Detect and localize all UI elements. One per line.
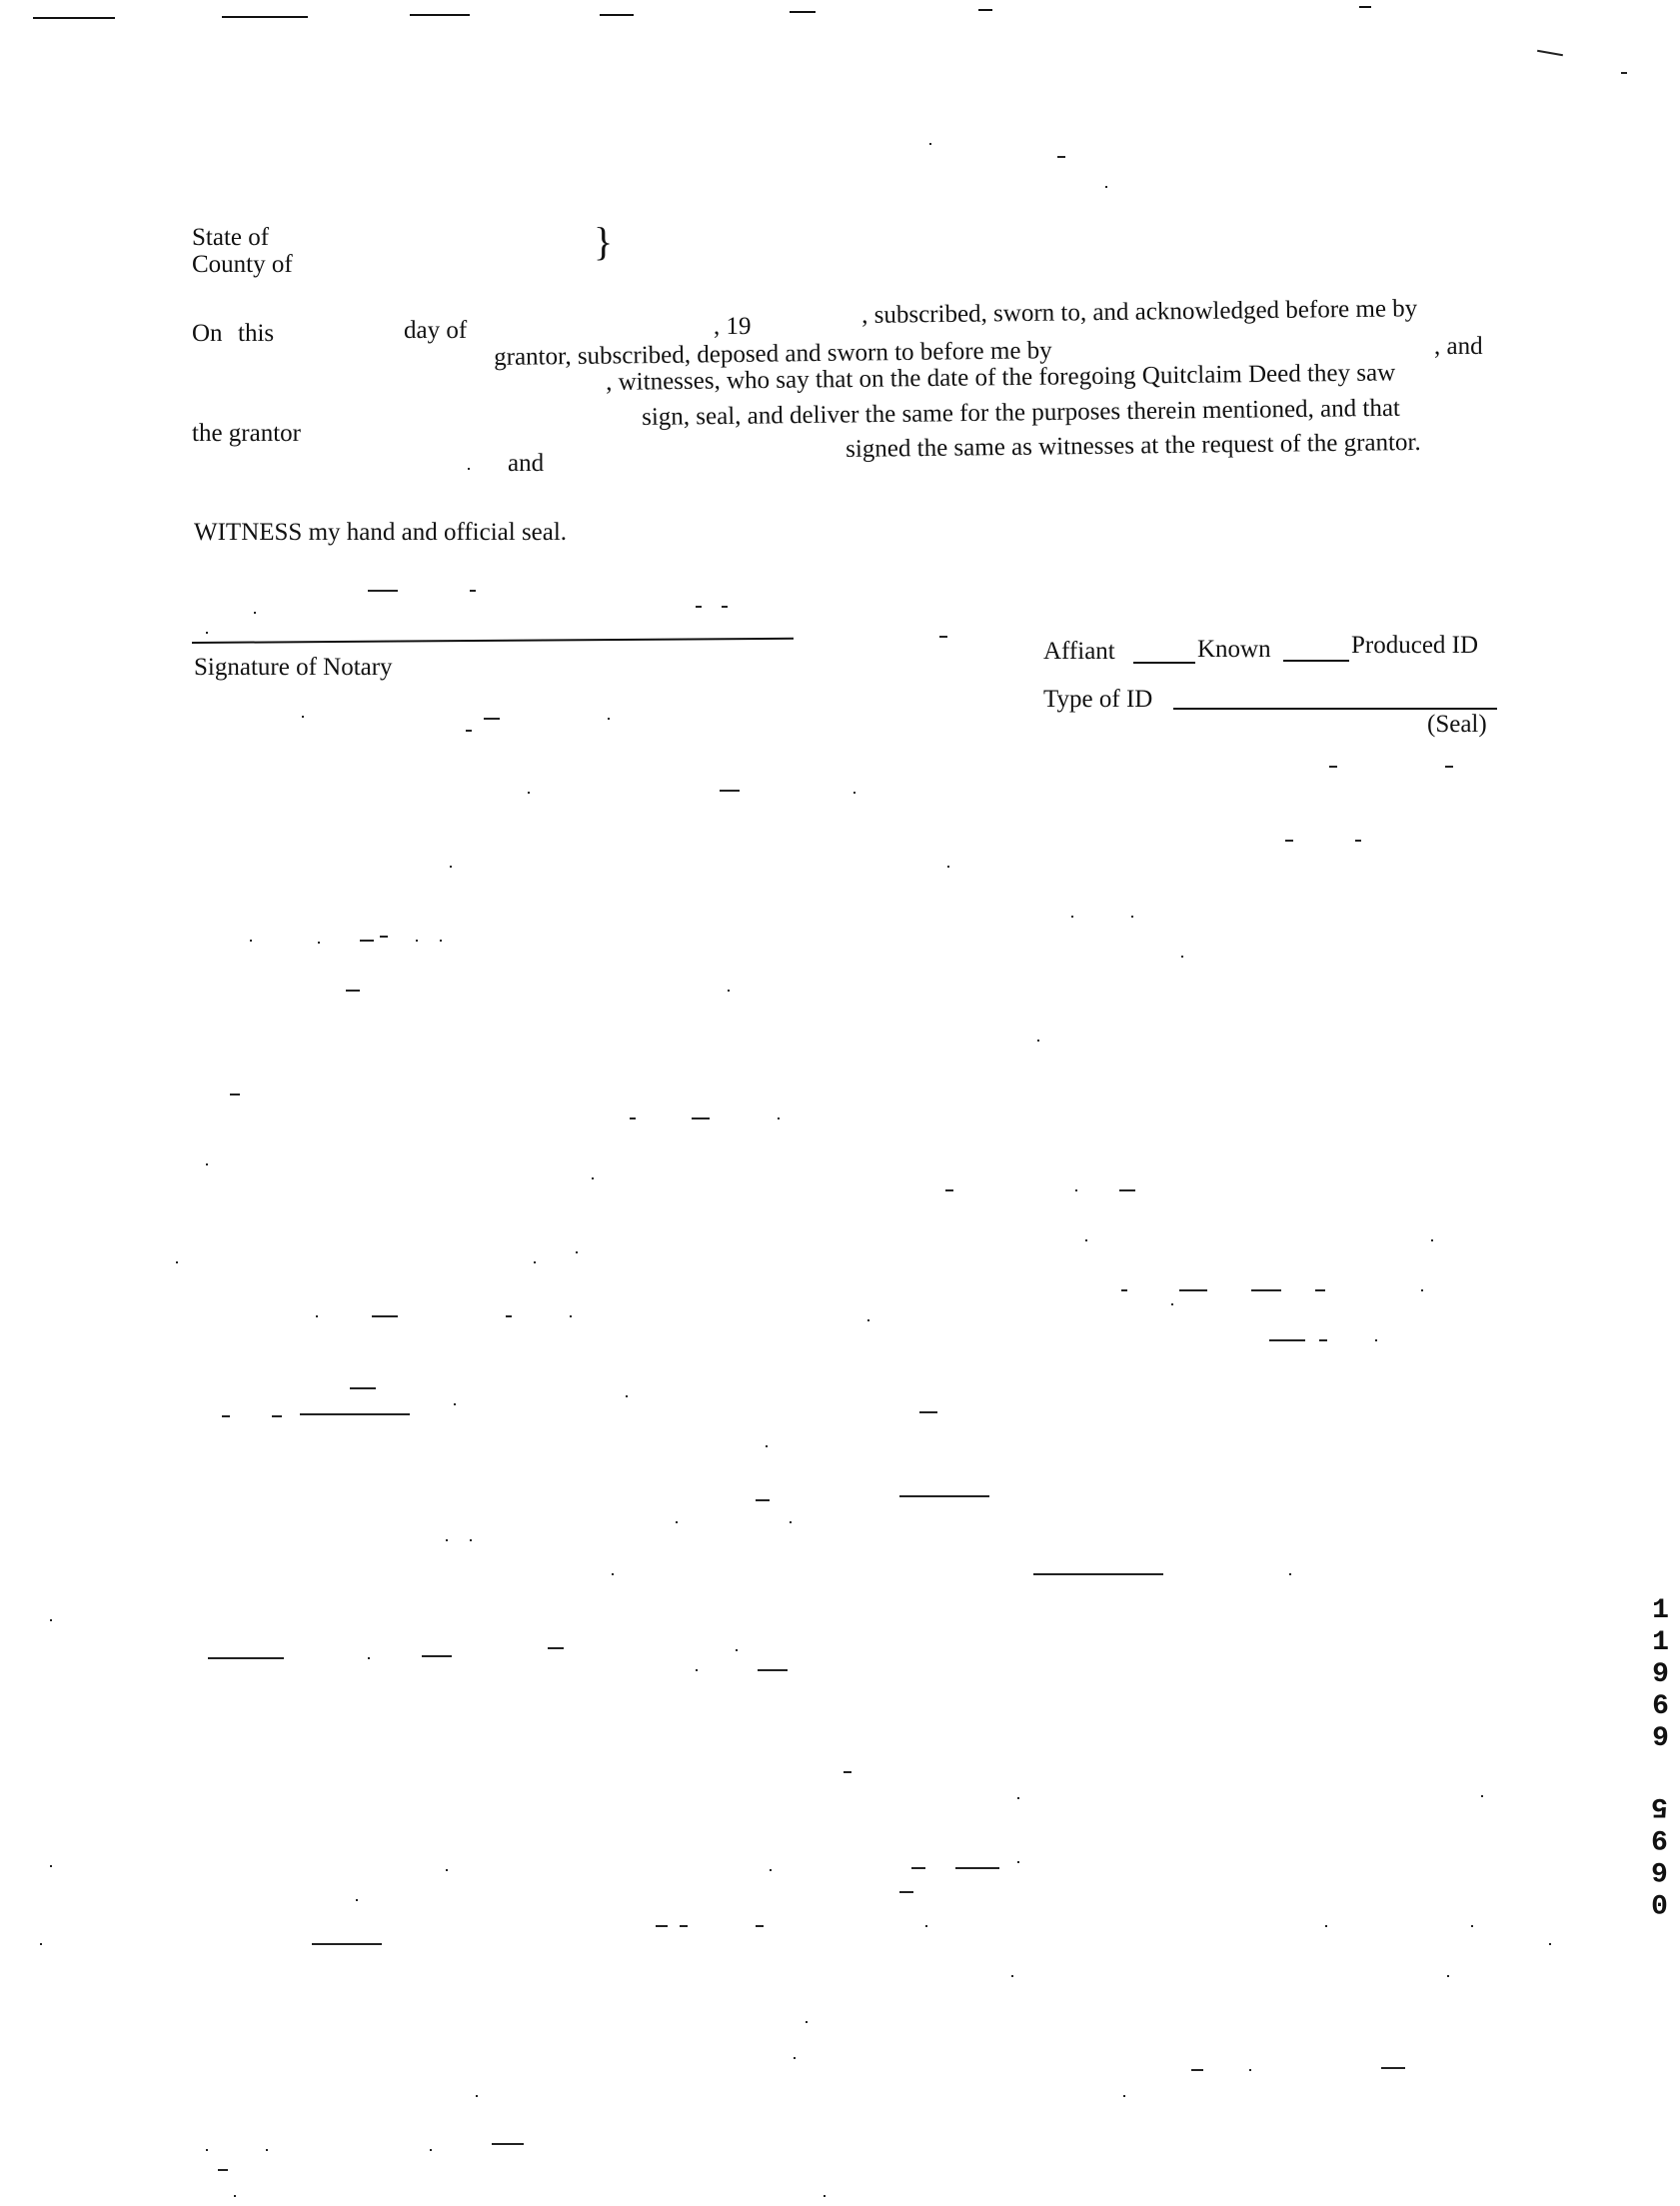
- scan-artifact: [824, 2195, 826, 2197]
- scan-artifact: [1171, 1303, 1173, 1305]
- scan-artifact: [350, 1387, 376, 1389]
- scan-artifact: [312, 1943, 382, 1945]
- known-blank: [1283, 660, 1349, 662]
- line5: signed the same as witnesses at the request of the grantor.: [845, 428, 1421, 463]
- scan-artifact: [608, 718, 610, 720]
- scan-artifact: [300, 1413, 410, 1415]
- scan-artifact: [696, 606, 702, 608]
- scan-artifact: [843, 1771, 851, 1773]
- scan-artifact: [720, 790, 740, 792]
- scan-artifact: [778, 1117, 780, 1119]
- scan-artifact: [1537, 50, 1563, 56]
- scan-artifact: [1249, 2069, 1251, 2071]
- scan-artifact: [1447, 1975, 1449, 1977]
- scan-artifact: [1269, 1339, 1305, 1341]
- scan-artifact: [272, 1415, 282, 1417]
- scan-artifact: [1431, 1239, 1433, 1241]
- scan-artifact: [770, 1869, 772, 1871]
- scan-artifact: [925, 1925, 927, 1927]
- scan-artifact: [368, 590, 398, 592]
- scan-artifact: [492, 2143, 524, 2145]
- line3: , witnesses, who say that on the date of the foregoing Quitclaim Deed they saw: [606, 359, 1396, 396]
- scan-artifact: [1375, 1339, 1377, 1341]
- scan-artifact: [1105, 186, 1107, 188]
- scan-artifact: [790, 1521, 792, 1523]
- scan-artifact: [947, 866, 949, 868]
- scan-artifact: [1075, 1189, 1077, 1191]
- scan-artifact: [254, 612, 256, 614]
- scan-artifact: [1121, 1289, 1127, 1291]
- this-label: this: [238, 320, 275, 347]
- scan-artifact: [911, 1867, 925, 1869]
- scan-artifact: [676, 1521, 678, 1523]
- type-of-id-blank: [1173, 708, 1497, 710]
- scan-artifact: [692, 1117, 710, 1119]
- scan-artifact-line: [33, 17, 115, 19]
- scan-artifact: [528, 792, 530, 794]
- scan-artifact: [1191, 2069, 1203, 2071]
- scan-artifact: [208, 1657, 284, 1659]
- scan-artifact: [955, 1867, 999, 1869]
- scan-artifact: [853, 792, 855, 794]
- scan-artifact: [756, 1499, 770, 1501]
- scan-artifact: [1037, 1040, 1039, 1042]
- affiant-label: Affiant: [1043, 638, 1115, 665]
- scan-artifact: [1549, 1943, 1551, 1945]
- scan-artifact: [626, 1395, 628, 1397]
- scan-artifact: [206, 2149, 208, 2151]
- scan-artifact: [206, 632, 208, 634]
- scan-artifact: [440, 940, 442, 942]
- line2-head: grantor, subscribed, deposed and sworn to before me by: [494, 337, 1052, 371]
- scan-artifact: [696, 1669, 698, 1671]
- scan-artifact: [450, 866, 452, 868]
- scan-artifact: [1289, 1573, 1291, 1575]
- scan-artifact: [380, 936, 388, 938]
- scan-artifact: [945, 1189, 953, 1191]
- scan-artifact: [576, 1251, 578, 1253]
- scan-artifact: [1119, 1189, 1135, 1191]
- scan-artifact: [360, 940, 374, 942]
- margin-stamp-top: 11969: [1645, 1595, 1676, 1755]
- scan-artifact: [446, 1539, 448, 1541]
- scan-artifact: [470, 590, 476, 592]
- scan-artifact: [206, 1163, 208, 1165]
- scan-artifact: [222, 1415, 230, 1417]
- scan-artifact: [50, 1619, 52, 1621]
- scan-artifact: [1471, 1925, 1473, 1927]
- scan-artifact: [1181, 956, 1183, 958]
- line1-tail: , subscribed, sworn to, and acknowledged before me by: [861, 295, 1418, 329]
- scan-artifact: [476, 2095, 478, 2097]
- scan-artifact: [534, 1261, 536, 1263]
- scan-artifact: [234, 2195, 236, 2197]
- affiant-blank: [1133, 662, 1195, 664]
- scan-artifact: [1011, 1975, 1013, 1977]
- signature-line: [192, 638, 794, 644]
- scan-artifact: [1319, 1339, 1327, 1341]
- scan-artifact: [1355, 840, 1361, 842]
- scan-artifact: [230, 1094, 240, 1096]
- scan-artifact: [372, 1315, 398, 1317]
- scan-artifact: [454, 1403, 456, 1405]
- scan-artifact: [1123, 2095, 1125, 2097]
- scan-artifact: [470, 1539, 472, 1541]
- scan-artifact: [929, 143, 931, 145]
- margin-stamp-bottom: 0695: [1644, 1789, 1675, 1917]
- scan-artifact-line: [222, 16, 308, 18]
- and-label: and: [508, 450, 545, 477]
- scan-artifact: [1325, 1925, 1327, 1927]
- scan-artifact: [919, 1411, 937, 1413]
- scan-artifact-line: [978, 9, 992, 11]
- scan-artifact: [1085, 1239, 1087, 1241]
- scan-artifact: [806, 2021, 808, 2023]
- scan-artifact: [1481, 1795, 1483, 1797]
- line2-tail: , and: [1434, 333, 1483, 360]
- scan-artifact: [899, 1891, 913, 1893]
- seal-label: (Seal): [1427, 711, 1487, 738]
- scan-artifact: [176, 1261, 178, 1263]
- scan-artifact: [506, 1315, 512, 1317]
- scan-artifact: [680, 1925, 688, 1927]
- scan-artifact: [756, 1925, 764, 1927]
- scan-artifact: [1621, 72, 1627, 74]
- scan-artifact: [1179, 1289, 1207, 1291]
- scan-artifact: [1033, 1573, 1163, 1575]
- scan-artifact: [422, 1655, 452, 1657]
- county-label: County of: [192, 251, 293, 278]
- year-prefix: , 19: [714, 313, 752, 340]
- scan-artifact-line: [790, 11, 816, 13]
- scan-artifact: [1131, 916, 1133, 918]
- known-label: Known: [1197, 636, 1271, 663]
- signature-label: Signature of Notary: [194, 654, 393, 681]
- scan-artifact: [218, 2169, 228, 2171]
- scan-artifact: [40, 1943, 42, 1945]
- scan-artifact: [1421, 1289, 1423, 1291]
- scan-artifact: [794, 2057, 796, 2059]
- scan-artifact: [1315, 1289, 1325, 1291]
- scan-artifact: [736, 1649, 738, 1651]
- scan-artifact: [1071, 916, 1073, 918]
- scan-artifact: [612, 1573, 614, 1575]
- scan-artifact: [466, 730, 472, 732]
- line4: sign, seal, and deliver the same for the purposes therein mentioned, and that: [642, 394, 1401, 431]
- scan-artifact: [1251, 1289, 1281, 1291]
- scan-artifact: [430, 2149, 432, 2151]
- scan-artifact: [50, 1865, 52, 1867]
- scan-artifact: [318, 942, 320, 944]
- witness-line: WITNESS my hand and official seal.: [194, 519, 568, 546]
- scan-artifact-line: [600, 14, 634, 16]
- scan-artifact: [867, 1319, 869, 1321]
- scan-artifact: [468, 468, 470, 470]
- scan-artifact-line: [1359, 6, 1371, 8]
- scan-artifact: [939, 636, 947, 638]
- scan-artifact: [1381, 2067, 1405, 2069]
- scan-artifact: [250, 940, 252, 942]
- type-of-id-label: Type of ID: [1043, 686, 1153, 713]
- scan-artifact: [316, 1315, 318, 1317]
- scan-artifact: [630, 1117, 636, 1119]
- produced-id-label: Produced ID: [1351, 632, 1479, 659]
- scan-artifact: [266, 2149, 268, 2151]
- grantor-label: the grantor: [192, 420, 301, 447]
- day-of-label: day of: [404, 317, 468, 344]
- scan-artifact: [346, 990, 360, 992]
- scan-artifact: [1445, 766, 1453, 768]
- scan-artifact: [899, 1495, 989, 1497]
- scan-artifact: [484, 718, 500, 720]
- scan-artifact-line: [410, 14, 470, 16]
- scan-artifact: [722, 606, 728, 608]
- scan-artifact: [592, 1177, 594, 1179]
- state-label: State of: [192, 224, 270, 251]
- scan-artifact: [1285, 840, 1293, 842]
- scan-artifact: [416, 940, 418, 942]
- scan-artifact: [1057, 156, 1065, 158]
- scan-artifact: [766, 1445, 768, 1447]
- scan-artifact: [758, 1669, 788, 1671]
- scan-artifact: [356, 1899, 358, 1901]
- scan-artifact: [728, 990, 730, 992]
- scan-artifact: [446, 1869, 448, 1871]
- scan-artifact: [570, 1315, 572, 1317]
- scan-artifact: [1017, 1797, 1019, 1799]
- brace-symbol: }: [594, 219, 614, 264]
- scan-artifact: [548, 1647, 564, 1649]
- on-label: On: [192, 320, 223, 347]
- scan-artifact: [1329, 766, 1337, 768]
- scan-artifact: [302, 716, 304, 718]
- scan-artifact: [368, 1657, 370, 1659]
- scan-artifact: [1017, 1861, 1019, 1863]
- scan-artifact: [656, 1925, 668, 1927]
